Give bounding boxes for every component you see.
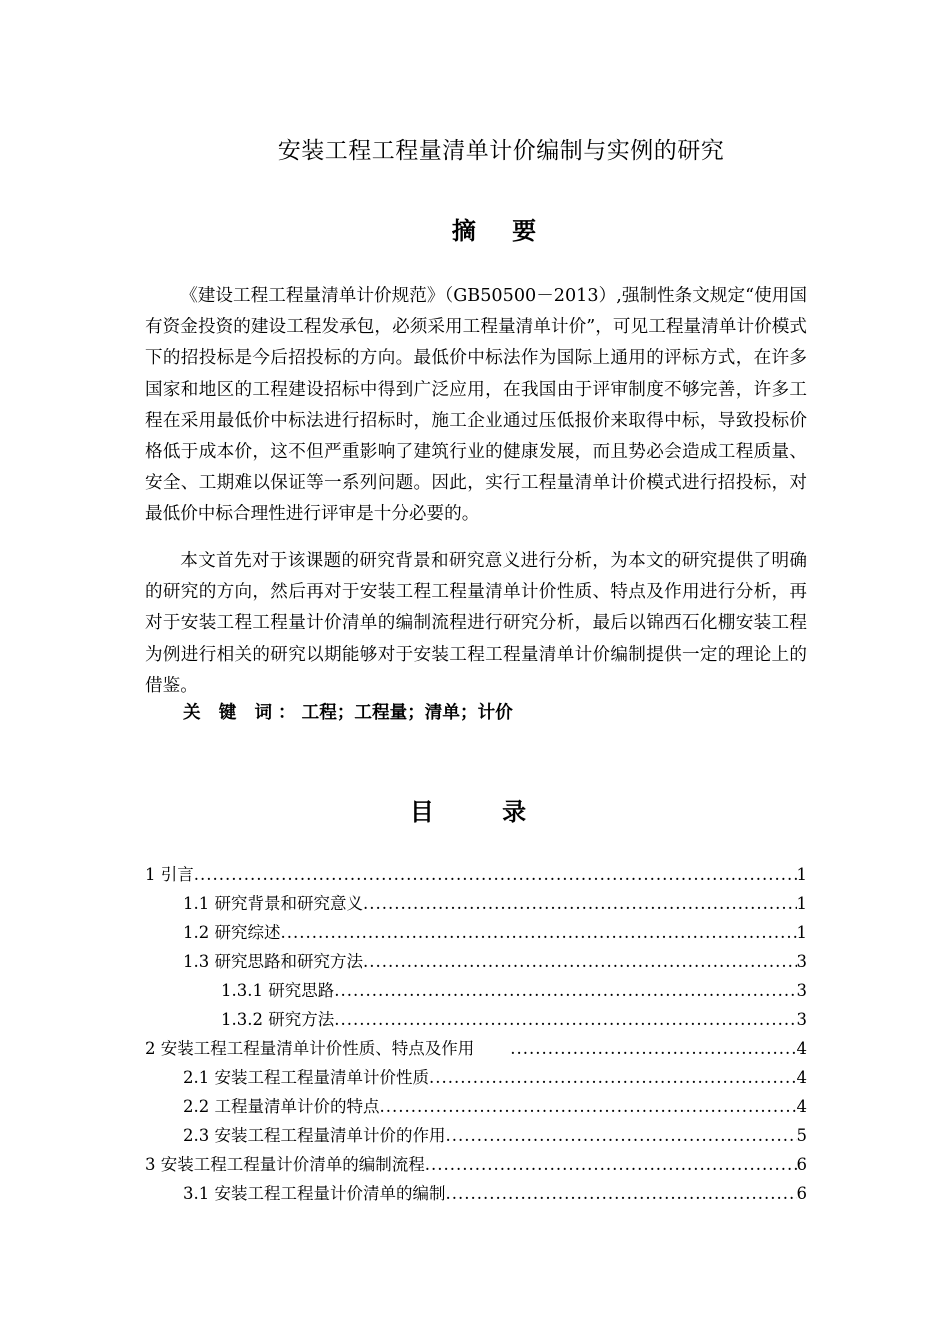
- toc-heading: 目 录: [409, 798, 557, 826]
- toc-page-number: 6: [796, 1184, 807, 1203]
- toc-entry[interactable]: [145, 918, 807, 947]
- toc-entry[interactable]: [145, 1092, 807, 1121]
- toc-entry-title: 2 安装工程工程量清单计价性质、特点及作用: [145, 1039, 475, 1058]
- toc-entry-title: 2.2 工程量清单计价的特点: [183, 1097, 380, 1116]
- toc-entry-title: 1.1 研究背景和研究意义: [183, 894, 363, 913]
- toc-page-number: 1: [796, 865, 807, 884]
- toc-entry[interactable]: [145, 1121, 807, 1150]
- abstract-heading: 摘 要: [451, 217, 551, 245]
- toc-entry[interactable]: [145, 1005, 807, 1034]
- abstract-paragraph-2: 本文首先对于该课题的研究背景和研究意义进行分析，为本文的研究提供了明确的研究的方向，然后再对于安装工程工程量清单计价性质、特点及作用进行分析，再对于安装工程工程量计价清单的编制流程进行研究分析，最后以锦西石化棚安装工程为例进行相关的研究以期能够对于安装工程工程量清单计价编制提供一定的理论上的借鉴。: [145, 551, 807, 696]
- toc-entry-title: 1.3.2 研究方法: [221, 1010, 335, 1029]
- toc-page-number: 6: [796, 1155, 807, 1174]
- toc-dot-leader: [363, 889, 797, 918]
- toc-entry[interactable]: [145, 889, 807, 918]
- toc-page-number: 4: [796, 1068, 807, 1087]
- document-title: 安装工程工程量清单计价编制与实例的研究: [277, 138, 725, 164]
- toc-page-number: 3: [796, 952, 807, 971]
- toc-entry[interactable]: [145, 860, 807, 889]
- toc-dot-leader: [510, 1034, 796, 1063]
- toc-entry-title: 1.3 研究思路和研究方法: [183, 952, 363, 971]
- keywords-value: 工程；工程量；清单；计价: [301, 703, 513, 723]
- toc-page-number: 1: [796, 894, 807, 913]
- toc-entry-title: 2.3 安装工程工程量清单计价的作用: [183, 1126, 446, 1145]
- toc-page-number: 1: [796, 923, 807, 942]
- toc-entry-title: 2.1 安装工程工程量清单计价性质: [183, 1068, 429, 1087]
- toc-entry[interactable]: [145, 1179, 807, 1208]
- toc-entry[interactable]: [145, 1034, 807, 1063]
- toc-page-number: 3: [796, 981, 807, 1000]
- toc-entry[interactable]: [145, 1150, 807, 1179]
- toc-dot-leader: [334, 1005, 796, 1034]
- toc-dot-leader: [429, 1063, 797, 1092]
- toc-entry-title: 3 安装工程工程量计价清单的编制流程: [145, 1155, 425, 1174]
- toc-entry[interactable]: [145, 1063, 807, 1092]
- keywords-line: [183, 699, 513, 724]
- toc-entry[interactable]: [145, 947, 807, 976]
- keywords-label: 关 键 词：: [183, 703, 302, 723]
- toc-dot-leader: [380, 1092, 797, 1121]
- toc-entry[interactable]: [145, 976, 807, 1005]
- toc-dot-leader: [334, 976, 796, 1005]
- toc-dot-leader: [446, 1121, 797, 1150]
- toc-page-number: 4: [796, 1097, 807, 1116]
- toc-entry-title: 1.2 研究综述: [183, 923, 281, 942]
- toc-page-number: 3: [796, 1010, 807, 1029]
- table-of-contents: [145, 860, 807, 1208]
- abstract-paragraph-1: 《建设工程工程量清单计价规范》（GB50500－2013）,强制性条文规定“使用国有资金投资的建设工程发承包，必须采用工程量清单计价”，可见工程量清单计价模式下的招投标是今后招投标的方向。最低价中标法作为国际上通用的评标方式，在许多国家和地区的工程建设招标中得到广泛应用，在我国由于评审制度不够完善，许多工程在采用最低价中标法进行招标时，施工企业通过压低报价来取得中标，导致投标价格低于成本价，这不但严重影响了建筑行业的健康发展，而且势必会造成工程质量、安全、工期难以保证等一系列问题。因此，实行工程量清单计价模式进行招投标，对最低价中标合理性进行评审是十分必要的。: [145, 286, 807, 525]
- toc-dot-leader: [281, 918, 797, 947]
- toc-dot-leader: [425, 1150, 797, 1179]
- toc-dot-leader: [194, 860, 797, 889]
- toc-page-number: 4: [796, 1039, 807, 1058]
- toc-entry-title: 3.1 安装工程工程量计价清单的编制: [183, 1184, 446, 1203]
- toc-entry-title: 1 引言: [145, 865, 194, 884]
- toc-page-number: 5: [796, 1126, 807, 1145]
- toc-entry-title: 1.3.1 研究思路: [221, 981, 335, 1000]
- toc-dot-leader: [363, 947, 797, 976]
- toc-dot-leader: [446, 1179, 797, 1208]
